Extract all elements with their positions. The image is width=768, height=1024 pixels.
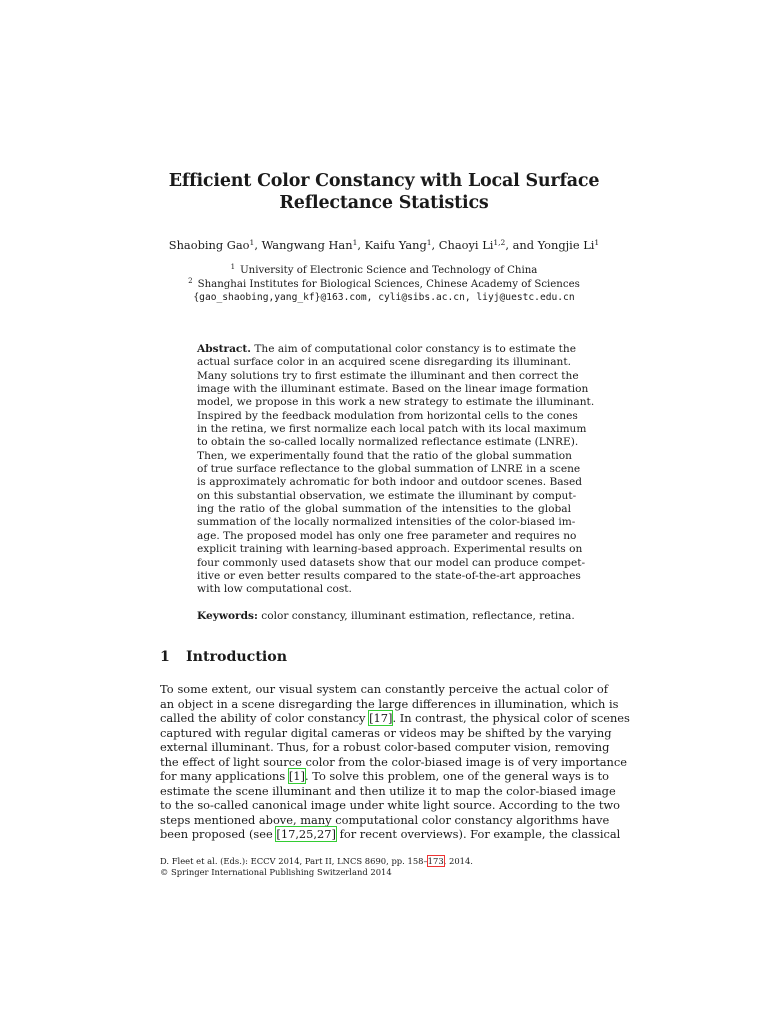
footer-text: D. Fleet et al. (Eds.): ECCV 2014, Part II, LNCS 8690, pp. 158– (160, 856, 428, 866)
author-name: Yongjie Li (537, 238, 595, 252)
title-line-2: Reflectance Statistics (279, 193, 489, 213)
author-emails: {gao_shaobing,yang_kf}@163.com, cyli@sibs.ac.cn, liyj@uestc.edu.cn (193, 292, 575, 303)
body-line: the effect of light source color from the color-biased image is of very importance (160, 754, 627, 769)
abstract-line: actual surface color in an acquired scene disregarding its illuminant. (197, 356, 571, 369)
abstract-line: of true surface reflectance to the global summation of LNRE in a scene (197, 463, 581, 476)
body-line: steps mentioned above, many computational color constancy algorithms have (160, 812, 610, 827)
abstract-line: explicit training with learning-based approach. Experimental results on (197, 543, 583, 556)
abstract-line: on this substantial observation, we estimate the illuminant by comput- (197, 489, 577, 502)
page-link[interactable]: 173 (427, 856, 444, 866)
author-list: Shaobing Gao$^1$, Wangwang Han$^1$, Kaifu Yang$^1$, Chaoyi Li$^{1,2}$, and Yongjie Li$^1$ (168, 238, 600, 252)
body-text: been proposed (see (160, 827, 277, 842)
body-line: estimate the scene illuminant and then utilize it to map the color-biased image (160, 783, 616, 798)
footer-text: , 2014. (443, 856, 473, 866)
abstract-line: age. The proposed model has only one free parameter and requires no (197, 529, 577, 542)
affiliation-text: University of Electronic Science and Technology of China (240, 265, 538, 276)
abstract-line: four commonly used datasets show that our model can produce compet- (197, 556, 586, 569)
affiliation-2 (140, 278, 628, 292)
author-conjunction: and (512, 238, 535, 252)
body-text: for recent overviews). For example, the classical (336, 827, 621, 842)
abstract (197, 343, 595, 597)
footer-citation (160, 856, 608, 867)
body-text: called the ability of color constancy (160, 711, 370, 726)
body-line: to the so-called canonical image under white light source. According to the two (160, 798, 621, 813)
body-line: captured with regular digital cameras or videos may be shifted by the varying (160, 725, 612, 740)
abstract-label: Abstract. (197, 343, 251, 355)
author-name: Chaoyi Li (438, 238, 494, 252)
abstract-line: Inspired by the feedback modulation from horizontal cells to the cones (197, 409, 578, 422)
section-heading (160, 648, 608, 666)
section-number: 1 (160, 649, 170, 665)
abstract-line: to obtain the so-called locally normalized reflectance estimate (LNRE). (197, 436, 579, 449)
author-affil-sup: 1 (426, 238, 432, 247)
affiliations (140, 264, 628, 305)
page-footer (160, 856, 608, 878)
abstract-line: Then, we experimentally found that the ratio of the global summation (197, 449, 572, 462)
body-line: external illuminant. Thus, for a robust color-based computer vision, removing (160, 740, 610, 755)
abstract-line: summation of the locally normalized intensities of the color-biased im- (197, 516, 576, 529)
abstract-text: The aim of computational color constancy is to estimate the (254, 343, 577, 355)
abstract-line: model, we propose in this work a new strategy to estimate the illuminant. (197, 396, 595, 409)
citation-link[interactable]: [1] (288, 769, 305, 784)
affiliation-1 (140, 264, 628, 278)
abstract-line: is approximately achromatic for both indoor and outdoor scenes. Based (197, 476, 583, 489)
keywords-text: color constancy, illuminant estimation, reflectance, retina. (261, 610, 575, 622)
body-text: . In contrast, the physical color of scenes (392, 711, 630, 726)
abstract-line: in the retina, we first normalize each local patch with its local maximum (197, 423, 587, 436)
body-text: for many applications (160, 769, 289, 784)
citation-link[interactable]: [17,25,27] (276, 827, 336, 842)
abstract-line: ing the ratio of the global summation of the intensities to the global (197, 503, 571, 516)
keywords-label: Keywords: (197, 610, 258, 622)
abstract-line: itive or even better results compared to the state-of-the-art approaches (197, 569, 581, 582)
abstract-line: with low computational cost. (197, 583, 352, 596)
body-line (160, 711, 630, 726)
affiliation-sup: 1 (230, 263, 236, 271)
author-name: Kaifu Yang (364, 238, 427, 252)
author-affil-sup: 1 (249, 238, 255, 247)
body-line: an object in a scene disregarding the large differences in illumination, which is (160, 696, 619, 711)
abstract-line: image with the illuminant estimate. Based on the linear image formation (197, 383, 589, 396)
author-affil-sup: 1,2 (493, 238, 506, 247)
affiliation-sup: 2 (188, 276, 193, 285)
author-affil-sup: 1 (352, 238, 358, 247)
keywords (197, 610, 575, 623)
body-line (160, 769, 608, 784)
paper-title (160, 170, 608, 214)
abstract-line: Many solutions try to first estimate the illuminant and then correct the (197, 369, 579, 382)
footer-copyright: © Springer International Publishing Switzerland 2014 (160, 867, 392, 877)
body-line: To some extent, our visual system can constantly perceive the actual color of (160, 682, 608, 696)
body-line (160, 827, 621, 842)
author-affil-sup: 1 (594, 238, 600, 247)
affiliation-text: Shanghai Institutes for Biological Sciences, Chinese Academy of Sciences (197, 278, 580, 290)
introduction-body (160, 682, 630, 842)
author-name: Wangwang Han (261, 238, 353, 252)
citation-link[interactable]: [17] (369, 711, 393, 726)
abstract-line (197, 343, 577, 356)
body-text: . To solve this problem, one of the general ways is to (304, 769, 610, 784)
title-line-1: Efficient Color Constancy with Local Surface (168, 171, 600, 191)
section-title: Introduction (186, 649, 288, 665)
author-name: Shaobing Gao (168, 238, 250, 252)
